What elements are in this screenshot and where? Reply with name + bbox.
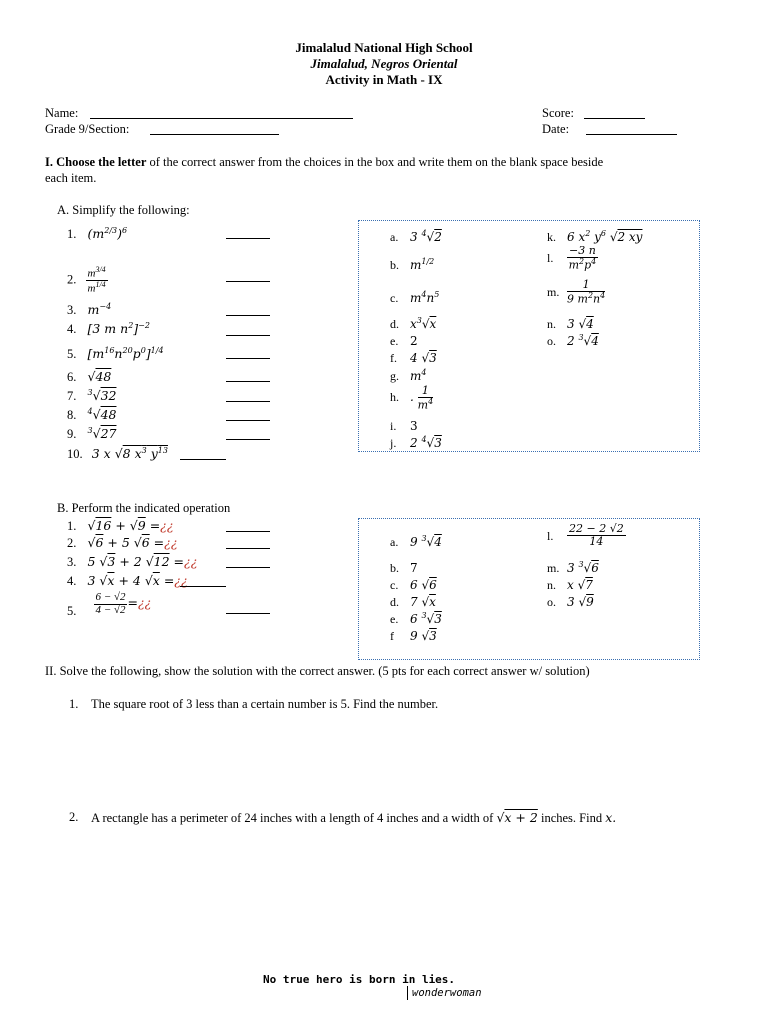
b-item-5: 5. $\frac{6 - √2}{4 - √2}$ =¿¿ — [67, 591, 152, 618]
a-blank-8[interactable] — [226, 420, 270, 421]
b-blank-4[interactable] — [180, 586, 226, 587]
a-choice-d: d. $x^3√x$ — [390, 316, 437, 331]
b-item-1: 1. √16 + √9 =¿¿ — [67, 518, 174, 533]
school-name: Jimalalud National High School — [295, 40, 473, 55]
b-item-3: 3. 5 √3 + 2 √12 =¿¿ — [67, 554, 198, 569]
a-blank-1[interactable] — [226, 238, 270, 239]
a-blank-7[interactable] — [226, 401, 270, 402]
a-choice-j: j. 2 $^4$√3 — [390, 435, 442, 450]
b-choice-b: b. 7 — [390, 561, 418, 575]
a-item-3: 3. $m^{-4}$ — [67, 302, 112, 318]
name-label: Name: — [45, 106, 79, 120]
score-label: Score: — [542, 106, 574, 120]
footer-quote: No true hero is born in lies. — [263, 973, 456, 986]
a-blank-6[interactable] — [226, 381, 270, 382]
activity-title: Activity in Math - IX — [325, 72, 443, 87]
a-item-6: 6. √48 — [67, 369, 112, 384]
b-choice-n: n. x √7 — [547, 578, 593, 592]
b-choice-m: m. 3 $^3$√6 — [547, 560, 599, 575]
a-choice-h: h. . $\frac{1}{m^4}$ — [390, 384, 434, 412]
a-item-9: 9. $^3$√27 — [67, 426, 117, 442]
a-item-5: 5. $[m^{16}n^{20}p^0]^{1/4}$ — [67, 346, 164, 362]
b-blank-1[interactable] — [226, 531, 270, 532]
a-item-10: 10. 3 x √8 $x^3$ $y^{13}$ — [67, 446, 168, 462]
b-choice-f: f 9 √3 — [390, 629, 437, 643]
a-item-2: 2. $\frac{m^{3/4}}{m^{1/4}}$ — [67, 265, 106, 295]
b-choice-c: c. 6 √6 — [390, 578, 437, 592]
a-choice-f: f. 4 √3 — [390, 351, 437, 365]
score-field[interactable] — [584, 118, 645, 119]
a-choice-a: a. 3 $^4$√2 — [390, 229, 442, 244]
name-field[interactable] — [90, 118, 353, 119]
grade-section-label: Grade 9/Section: — [45, 122, 130, 136]
b-choice-d: d. 7 √x — [390, 595, 436, 609]
a-blank-2[interactable] — [226, 281, 270, 282]
b-choice-a: a. 9 $^3$√4 — [390, 534, 442, 549]
a-blank-10[interactable] — [180, 459, 226, 460]
b-blank-5[interactable] — [226, 613, 270, 614]
a-choice-m: m. $\frac{1}{9 m^2n^4}$ — [547, 278, 606, 306]
part1-instruction: I. Choose the letter of the correct answer from the choices in the box and write them on the blank space beside — [45, 155, 604, 169]
q1-number: 1. — [69, 697, 79, 711]
a-blank-5[interactable] — [226, 358, 270, 359]
q2-number: 2. — [69, 810, 79, 824]
b-choice-e: e. 6 $^3$√3 — [390, 611, 442, 626]
b-blank-3[interactable] — [226, 567, 270, 568]
a-choice-e: e. 2 — [390, 334, 418, 348]
b-choice-l: l. $\frac{22 - 2 √2}{14}$ — [547, 522, 624, 548]
a-choice-c: c. $m^4n^5$ — [390, 290, 440, 305]
a-item-8: 8. $^4$√48 — [67, 407, 117, 423]
date-field[interactable] — [586, 134, 677, 135]
a-choice-b: b. $m^{1/2}$ — [390, 257, 435, 272]
a-choice-l: l. $\frac{-3 n}{m^2p^4}$ — [547, 244, 597, 272]
b-item-2: 2. √6 + 5 √6 =¿¿ — [67, 535, 178, 550]
section-a-title: A. Simplify the following: — [57, 203, 190, 217]
a-item-1: 1. $(m^{2/3})^6$ — [67, 226, 128, 242]
a-choice-n: n. 3 √4 — [547, 317, 594, 331]
q2-text: A rectangle has a perimeter of 24 inches with a length of 4 inches and a width of √x + 2 inches. Find x. — [91, 810, 617, 825]
b-blank-2[interactable] — [226, 548, 270, 549]
a-choice-o: o. 2 $^3$√4 — [547, 333, 599, 348]
part2-instruction: II. Solve the following, show the solution with the correct answer. (5 pts for each correct answer w/ solution) — [45, 664, 590, 678]
footer-divider — [407, 986, 408, 1000]
b-choice-o: o. 3 √9 — [547, 595, 594, 609]
date-label: Date: — [542, 122, 570, 136]
footer-author: wonderwoman — [412, 987, 482, 999]
a-choice-k: k. 6 $x^2$ $y^6$ √2 xy — [547, 229, 643, 244]
a-item-4: 4. [3 m $n^2]^{-2}$ — [67, 321, 150, 337]
section-b-title: B. Perform the indicated operation — [57, 501, 231, 515]
a-blank-9[interactable] — [226, 439, 270, 440]
a-choice-g: g. $m^4$ — [390, 368, 427, 383]
school-location: Jimalalud, Negros Oriental — [310, 56, 458, 71]
a-blank-4[interactable] — [226, 335, 270, 336]
b-item-4: 4. 3 √x + 4 √x =¿¿ — [67, 573, 188, 588]
a-blank-3[interactable] — [226, 315, 270, 316]
a-item-7: 7. $^3$√32 — [67, 388, 117, 404]
q1-text: The square root of 3 less than a certain number is 5. Find the number. — [91, 697, 439, 711]
a-choice-i: i. 3 — [390, 419, 418, 433]
grade-section-field[interactable] — [150, 134, 279, 135]
part1-instruction-cont: each item. — [45, 171, 97, 185]
